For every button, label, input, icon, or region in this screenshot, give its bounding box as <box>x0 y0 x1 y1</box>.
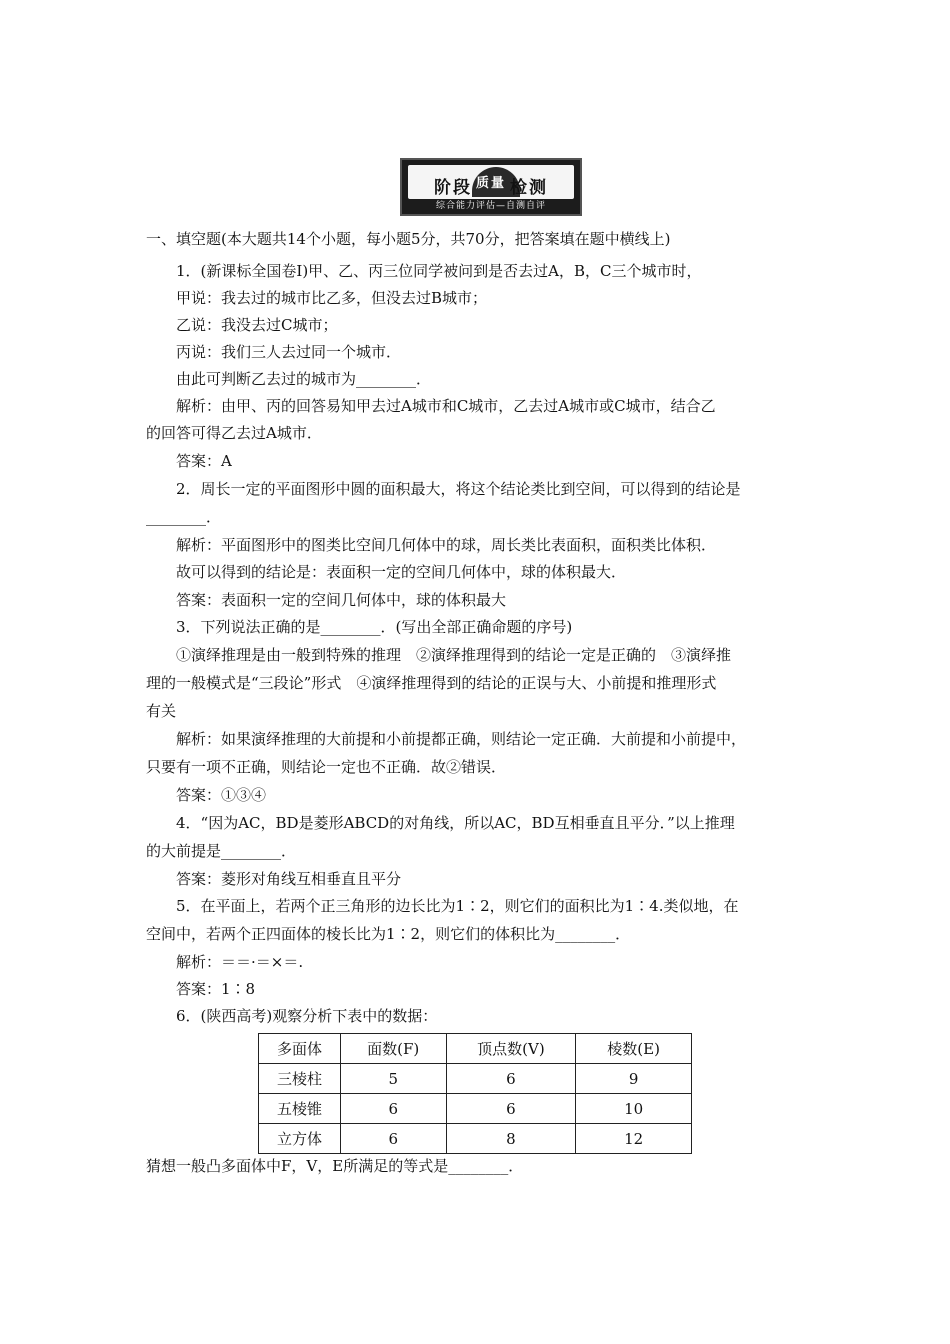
banner-title-mid: 质量 <box>475 176 506 191</box>
q3-line2: ①演绎推理是由一般到特殊的推理 ②演绎推理得到的结论一定是正确的 ③演绎推 <box>176 646 732 664</box>
q2-analysis-line1: 解析：平面图形中的图类比空间几何体中的球，周长类比表面积，面积类比体积． <box>176 536 717 554</box>
section-banner <box>400 158 582 216</box>
q2-answer: 答案：表面积一定的空间几何体中，球的体积最大 <box>176 591 507 609</box>
table-row <box>259 1064 692 1094</box>
q1-analysis-line1: 解析：由甲、丙的回答易知甲去过A城市和C城市，乙去过A城市或C城市，结合乙 <box>176 397 716 415</box>
q3-line4: 有关 <box>146 702 177 720</box>
q4-line2: 的大前提是________． <box>146 842 297 860</box>
q2-line2: ________． <box>146 508 222 526</box>
q5-line1: 5．在平面上，若两个正三角形的边长比为1∶2，则它们的面积比为1∶4.类似地，在 <box>176 897 739 915</box>
q1-line4: 丙说：我们三人去过同一个城市． <box>176 343 402 361</box>
table-cell: 6 <box>446 1064 576 1094</box>
q3-line1: 3．下列说法正确的是________．(写出全部正确命题的序号) <box>176 618 573 636</box>
banner-title-left: 阶段 <box>433 178 472 198</box>
banner-title-right: 检测 <box>510 178 548 198</box>
q5-answer: 答案：1∶8 <box>176 980 256 998</box>
banner-title <box>408 173 574 198</box>
table-cell: 5 <box>340 1064 446 1094</box>
q5-analysis: 解析：＝＝·＝×＝. <box>176 953 304 971</box>
q6-line2: 猜想一般凸多面体中F，V，E所满足的等式是________． <box>146 1157 524 1175</box>
table-header-cell: 多面体 <box>259 1034 341 1064</box>
q1-line3: 乙说：我没去过C城市； <box>176 316 338 334</box>
q3-analysis-line2: 只要有一项不正确，则结论一定也不正确．故②错误． <box>146 758 507 776</box>
table-cell: 6 <box>340 1124 446 1154</box>
q4-answer: 答案：菱形对角线互相垂直且平分 <box>176 870 402 888</box>
banner-panel <box>408 165 574 199</box>
q2-analysis-line2: 故可以得到的结论是：表面积一定的空间几何体中，球的体积最大． <box>176 563 627 581</box>
table-cell: 6 <box>340 1094 446 1124</box>
table-cell: 8 <box>446 1124 576 1154</box>
table-header-cell: 面数(F) <box>340 1034 446 1064</box>
q1-analysis-line2: 的回答可得乙去过A城市． <box>146 424 322 442</box>
polyhedra-table <box>258 1033 692 1154</box>
banner-subtitle: 综合能力评估—自测自评 <box>435 201 546 211</box>
q1-answer: 答案：A <box>176 452 232 470</box>
table-header-cell: 棱数(E) <box>576 1034 692 1064</box>
q1-line2: 甲说：我去过的城市比乙多，但没去过B城市； <box>176 289 488 307</box>
table-cell: 立方体 <box>259 1124 341 1154</box>
q3-line3: 理的一般模式是“三段论”形式 ④演绎推理得到的结论的正误与大、小前提和推理形式 <box>146 674 717 692</box>
section-heading: 一、填空题(本大题共14个小题，每小题5分，共70分，把答案填在题中横线上) <box>146 230 671 248</box>
table-cell: 9 <box>576 1064 692 1094</box>
table-cell: 6 <box>446 1094 576 1124</box>
q5-line2: 空间中，若两个正四面体的棱长比为1∶2，则它们的体积比为________． <box>146 925 631 943</box>
q4-line1: 4．“因为AC，BD是菱形ABCD的对角线，所以AC，BD互相垂直且平分．”以上推理 <box>176 814 735 832</box>
table-cell: 三棱柱 <box>259 1064 341 1094</box>
table-header-cell: 顶点数(V) <box>446 1034 576 1064</box>
q2-line1: 2．周长一定的平面图形中圆的面积最大，将这个结论类比到空间，可以得到的结论是 <box>176 480 741 498</box>
q1-line5: 由此可判断乙去过的城市为________． <box>176 370 432 388</box>
table-cell: 10 <box>576 1094 692 1124</box>
table-row <box>259 1094 692 1124</box>
q3-answer: 答案：①③④ <box>176 786 267 804</box>
q3-analysis-line1: 解析：如果演绎推理的大前提和小前提都正确，则结论一定正确．大前提和小前提中， <box>176 730 747 748</box>
table-cell: 12 <box>576 1124 692 1154</box>
q1-line1: 1．(新课标全国卷Ⅰ)甲、乙、丙三位同学被问到是否去过A，B，C三个城市时， <box>176 262 702 280</box>
q6-line1: 6．(陕西高考)观察分析下表中的数据： <box>176 1007 438 1025</box>
table-row <box>259 1124 692 1154</box>
table-cell: 五棱锥 <box>259 1094 341 1124</box>
table-header-row <box>259 1034 692 1064</box>
